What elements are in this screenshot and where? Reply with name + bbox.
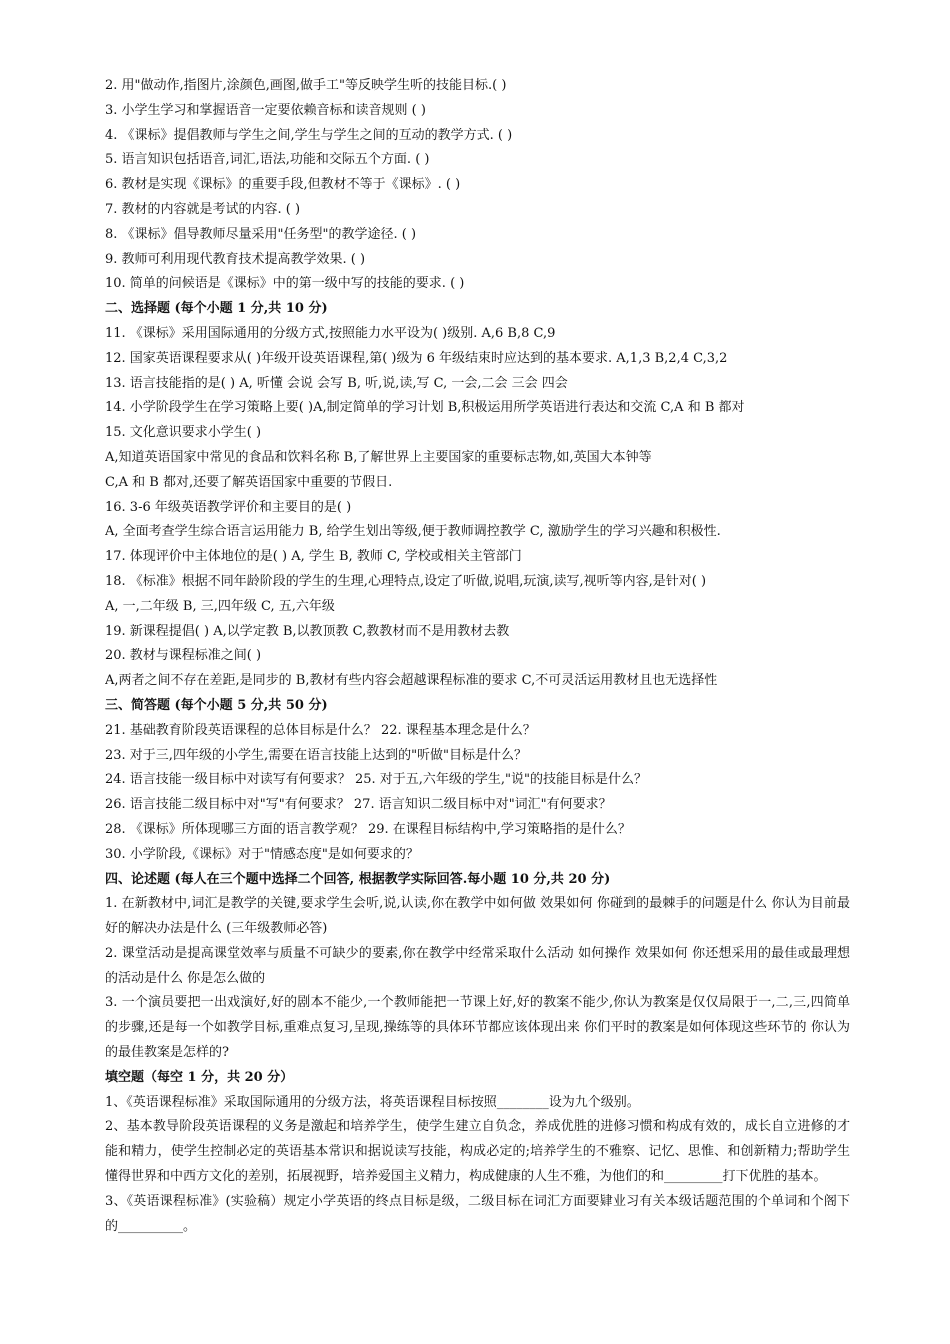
choice-line: 13. 语言技能指的是( ) A, 听懂 会说 会写 B, 听,说,读,写 C, 一会,二会 三会 四会 — [105, 375, 568, 391]
short-answer-line: 23. 对于三,四年级的小学生,需要在语言技能上达到的"听做"目标是什么？ — [105, 747, 528, 763]
tf-item: 8. 《课标》倡导教师尽量采用"任务型"的教学途径. ( ) — [105, 226, 417, 242]
short-answer-line: 24. 语言技能一级目标中对读写有何要求？ 25. 对于五,六年级的学生,"说"的技能目标是什么？ — [105, 772, 647, 788]
tf-item: 9. 教师可利用现代教育技术提高教学效果. ( ) — [105, 251, 366, 267]
tf-item: 4. 《课标》提倡教师与学生之间,学生与学生之间的互动的教学方式. ( ) — [105, 127, 513, 143]
fill-blank-question: 3、《英语课程标准》(实验稿）规定小学英语的终点目标是级，二级目标在词汇方面要肄业习有关本级话题范围的个单词和个阁下的__________。 — [105, 1193, 850, 1234]
choice-line: A, 一,二年级 B, 三,四年级 C, 五,六年级 — [105, 598, 335, 614]
choice-line: 11. 《课标》采用国际通用的分级方式,按照能力水平设为( )级别. A,6 B,8 C,9 — [105, 325, 556, 341]
choice-line: 15. 文化意识要求小学生( ) — [105, 425, 262, 441]
choice-section — [105, 297, 850, 694]
short-answer-line: 26. 语言技能二级目标中对"写"有何要求？ 27. 语言知识二级目标中对"词汇"有何要求？ — [105, 797, 612, 813]
choice-line: 14. 小学阶段学生在学习策略上要( )A,制定简单的学习计划 B,积极运用所学英语进行表达和交流 C,A 和 B 都对 — [105, 400, 745, 416]
essay-question: 1. 在新教材中,词汇是教学的关键,要求学生会听,说,认读,你在教学中如何做 效果如何 你碰到的最棘手的问题是什么 你认为目前最好的解决办法是什么 (三年级教师必答) — [105, 896, 850, 937]
choice-line: A, 全面考查学生综合语言运用能力 B, 给学生划出等级,便于教师调控教学 C, 激励学生的学习兴趣和积极性. — [105, 524, 721, 540]
section-heading: 四、论述题 (每人在三个题中选择二个回答, 根据教学实际回答.每小题 10 分,共 20 分) — [105, 871, 611, 887]
essay-question: 3. 一个演员要把一出戏演好,好的剧本不能少,一个教师能把一节课上好,好的教案不能少,你认为教案是仅仅局限于一,二,三,四简单的步骤,还是每一个如教学目标,重难点复习,呈现,操练等的具体环节都应该体现出来 你们平时的教案是如何体现这些环节的 你认为的最佳教案是怎样的? — [105, 995, 850, 1061]
short-answer-section — [105, 694, 850, 868]
short-answer-line: 21. 基础教育阶段英语课程的总体目标是什么？ 22. 课程基本理念是什么？ — [105, 722, 536, 738]
choice-line: C,A 和 B 都对,还要了解英语国家中重要的节假日. — [105, 474, 393, 490]
section-heading: 填空题（每空 1 分，共 20 分） — [105, 1069, 294, 1085]
choice-line: 17. 体现评价中主体地位的是( ) A, 学生 B, 教师 C, 学校或相关主管部门 — [105, 549, 522, 565]
choice-line: A,两者之间不存在差距,是同步的 B,教材有些内容会超越课程标准的要求 C,不可灵活运用教材且也无选择性 — [105, 673, 718, 689]
tf-item: 3. 小学生学习和掌握语音一定要依赖音标和读音规则 ( ) — [105, 102, 426, 118]
tf-item: 6. 教材是实现《课标》的重要手段,但教材不等于《课标》. ( ) — [105, 177, 461, 193]
tf-item: 7. 教材的内容就是考试的内容. ( ) — [105, 201, 301, 217]
section-heading: 二、选择题 (每个小题 1 分,共 10 分) — [105, 301, 328, 317]
essay-question: 2. 课堂活动是提高课堂效率与质量不可缺少的要素,你在教学中经常采取什么活动 如何操作 效果如何 你还想采用的最佳或最理想的活动是什么 你是怎么做的 — [105, 945, 850, 986]
true-false-section — [105, 74, 850, 297]
tf-item: 10. 简单的问候语是《课标》中的第一级中写的技能的要求. ( ) — [105, 276, 465, 292]
choice-line: 20. 教材与课程标准之间( ) — [105, 648, 262, 664]
choice-line: 12. 国家英语课程要求从( )年级开设英语课程,第( )级为 6 年级结束时应达到的基本要求. A,1,3 B,2,4 C,3,2 — [105, 350, 728, 366]
tf-item: 5. 语言知识包括语音,词汇,语法,功能和交际五个方面. ( ) — [105, 152, 430, 168]
short-answer-line: 28. 《课标》所体现哪三方面的语言教学观？ 29. 在课程目标结构中,学习策略指的是什么？ — [105, 821, 631, 837]
section-heading: 三、简答题 (每个小题 5 分,共 50 分) — [105, 697, 328, 713]
essay-section — [105, 868, 850, 1066]
choice-line: 16. 3-6 年级英语教学评价和主要目的是( ) — [105, 499, 352, 515]
fill-blank-question: 1、《英语课程标准》采取国际通用的分级方法，将英语课程目标按照________设为九个级别。 — [105, 1094, 640, 1110]
tf-item: 2. 用"做动作,指图片,涂颜色,画图,做手工"等反映学生听的技能目标.( ) — [105, 78, 507, 93]
fill-blank-section — [105, 1066, 850, 1240]
choice-line: 18. 《标准》根据不同年龄阶段的学生的生理,心理特点,设定了听做,说唱,玩演,读写,视听等内容,是针对( ) — [105, 573, 707, 589]
choice-line: 19. 新课程提倡( ) A,以学定教 B,以教顶教 C,教教材而不是用教材去教 — [105, 623, 510, 639]
fill-blank-question: 2、基本教导阶段英语课程的义务是激起和培养学生，使学生建立自负念，养成优胜的进修习惯和构成有效的，成长自立进修的才能和精力，使学生控制必定的英语基本常识和据说读写技能，构成必定的;培养学生的不雅察、记忆、思惟、和创新精力;帮助学生懂得世界和中西方文化的差别，拓展视野，培养爱国主义精力，构成健康的人生不雅，为他们的和_________打下优胜的基本。 — [105, 1119, 850, 1185]
short-answer-line: 30. 小学阶段,《课标》对于"情感态度"是如何要求的？ — [105, 846, 419, 862]
choice-line: A,知道英语国家中常见的食品和饮料名称 B,了解世界上主要国家的重要标志物,如,英国大本钟等 — [105, 449, 652, 465]
